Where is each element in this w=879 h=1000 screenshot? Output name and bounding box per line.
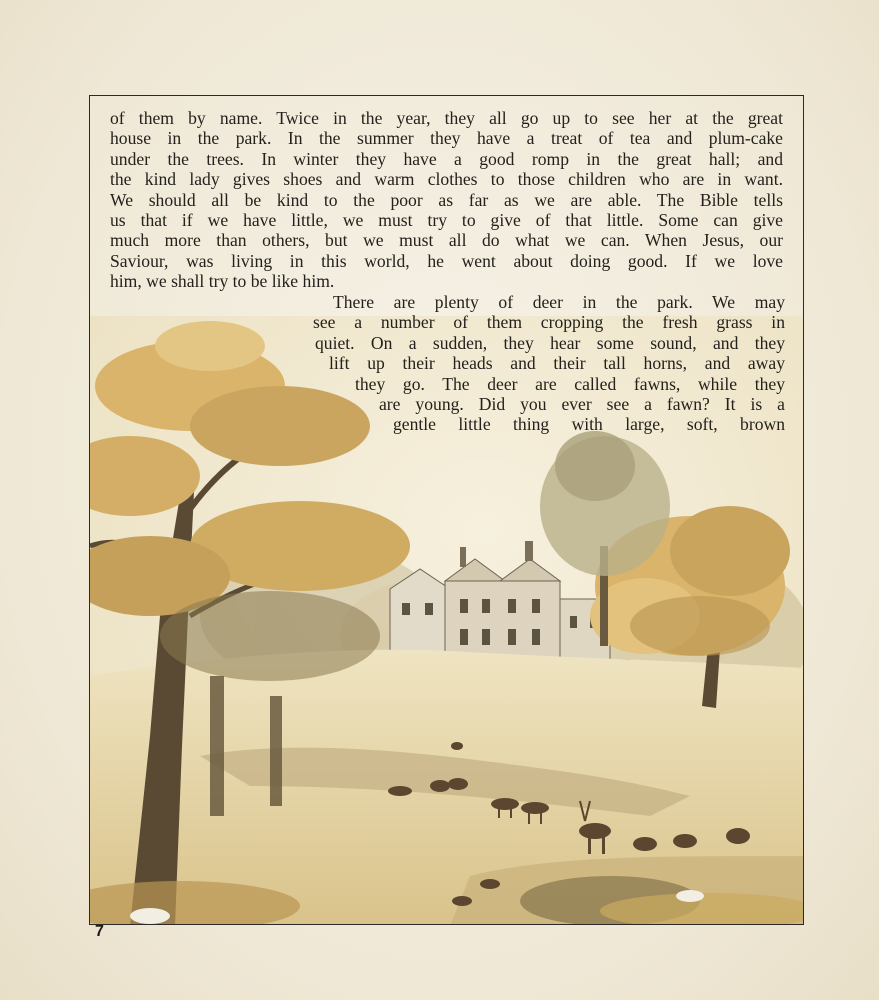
paragraph-deer — [313, 292, 785, 435]
text-line: We should all be kind to the poor as far as we are able. The Bible tells — [110, 189, 783, 210]
text-line: are young. Did you ever see a fawn? It is a — [379, 394, 785, 415]
text-line: us that if we have little, we must try to give of that little. Some can give — [110, 210, 783, 231]
text-line: much more than others, but we must all do what we can. When Jesus, our — [110, 230, 783, 251]
text-line: of them by name. Twice in the year, they all go up to see her at the great — [110, 108, 783, 128]
text-line: him, we shall try to be like him. — [110, 271, 335, 292]
text-line: gentle little thing with large, soft, brown — [393, 414, 785, 435]
text-line: house in the park. In the summer they have a treat of tea and plum-cake — [110, 128, 783, 149]
text-line: There are plenty of deer in the park. We may — [333, 292, 785, 312]
text-line: quiet. On a sudden, they hear some sound, and they — [315, 332, 785, 353]
text-line: the kind lady gives shoes and warm clothes to those children who are in want. — [110, 169, 783, 190]
text-line: lift up their heads and their tall horns, and away — [329, 353, 785, 374]
text-line: under the trees. In winter they have a good romp in the great hall; and — [110, 148, 783, 169]
text-line: see a number of them cropping the fresh grass in — [313, 312, 785, 333]
paragraph-top — [110, 108, 783, 292]
page-number: 7 — [95, 923, 104, 940]
text-line: they go. The deer are called fawns, while they — [355, 373, 785, 394]
page-frame — [89, 95, 804, 925]
text-line: Saviour, was living in this world, he went about doing good. If we love — [110, 250, 783, 271]
